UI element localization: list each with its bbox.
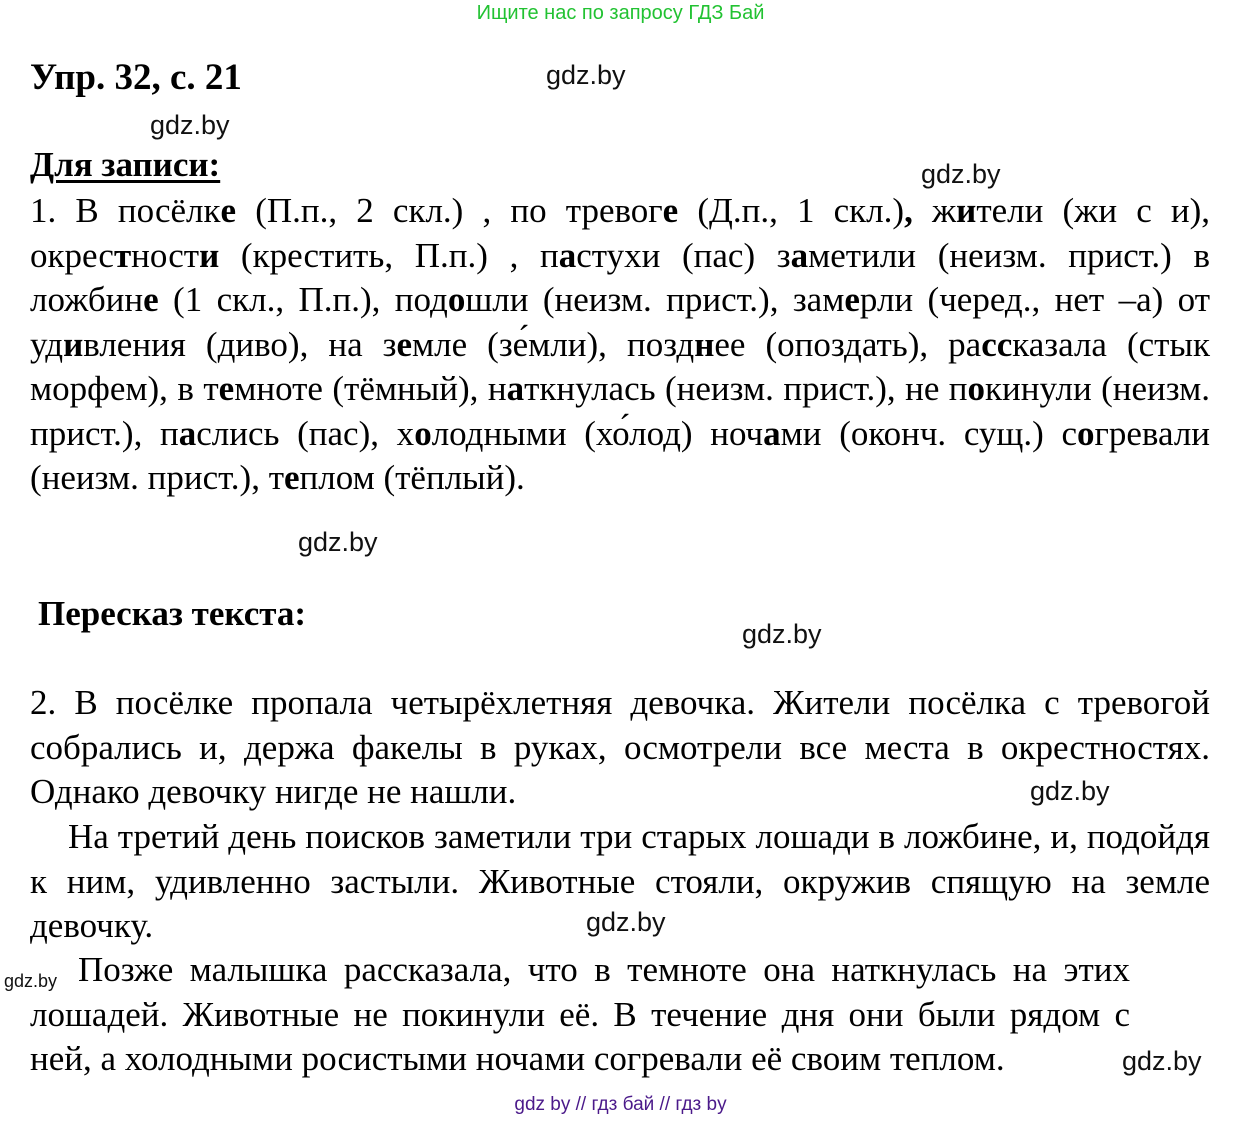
highlighted-letter: е [844, 280, 860, 319]
highlighted-letter: и [63, 324, 84, 364]
watermark: gdz.by [586, 907, 666, 937]
highlighted-letter: сс [981, 324, 1013, 364]
watermark: gdz.by [742, 619, 822, 649]
exercise-title: Упр. 32, с. 21 [30, 57, 242, 98]
watermark: gdz.by [1030, 776, 1110, 806]
highlighted-letter: а [506, 369, 525, 408]
highlighted-letter: а [790, 235, 809, 275]
highlighted-letter: е [143, 280, 159, 319]
highlighted-letter: а [763, 413, 781, 453]
highlighted-letter: о [1077, 413, 1095, 453]
highlighted-letter: т [113, 235, 132, 275]
watermark: gdz.by [921, 159, 1001, 189]
highlighted-letter: о [414, 413, 432, 453]
search-banner: Ищите нас по запросу ГДЗ Бай [476, 2, 765, 24]
highlighted-letter: , [904, 191, 913, 230]
highlighted-letter: е [396, 324, 412, 364]
retelling-paragraph-2: На третий день поисков заметили три старых лошади в ложбине, и, подойдя к ним, удивленно застыли. Животные стояли, окружив спящую на земле девочку. [30, 817, 1210, 945]
watermark: gdz.by [150, 110, 230, 140]
section-heading-notes: Для записи: [30, 145, 221, 184]
highlighted-letter: и [956, 191, 977, 230]
watermark: gdz.by [298, 527, 378, 557]
watermark: gdz.by [546, 60, 626, 90]
highlighted-letter: и [199, 235, 220, 275]
notes-paragraph: 1. В посёлке (П.п., 2 скл.) , по тревоге (Д.п., 1 скл.), жители (жи с и), окрестности (крестить, П.п.) , пастухи (пас) заметили (неизм. прист.) в ложбине (1 скл., П.п.), подошли (неизм. прист.), замерли (черед., нет –а) от удивления (диво), на земле (зе́мли), позднее (опоздать), рассказала (стык морфем), в темноте (тёмный), наткнулась (неизм. прист.), не покинули (неизм. прист.), паслись (пас), холодными (хо́лод) ночами (оконч. сущ.) согревали (неизм. прист.), теплом (тёплый). [30, 191, 1211, 497]
highlighted-letter: а [178, 413, 197, 453]
highlighted-letter: а [558, 235, 577, 275]
section-heading-retelling: Пересказ текста: [38, 594, 307, 633]
highlighted-letter: о [447, 280, 466, 319]
watermark: gdz.by [1122, 1046, 1202, 1076]
highlighted-letter: н [694, 324, 715, 364]
highlighted-letter: о [967, 369, 986, 408]
highlighted-letter: е [220, 191, 237, 230]
watermark: gdz.by [4, 971, 58, 991]
retelling-paragraph-3: Позже малышка рассказала, что в темноте она наткнулась на этих лошадей. Животные не покинули её. В течение дня они были рядом с ней, а холодными росистыми ночами согревали её своим теплом. [30, 950, 1130, 1078]
highlighted-letter: е [284, 458, 300, 497]
highlighted-letter: е [218, 369, 235, 408]
retelling-paragraph-1: 2. В посёлке пропала четырёхлетняя девочка. Жители посёлка с тревогой собрались и, держа факелы в руках, осмотрели все места в окрестностях. Однако девочку нигде не нашли. [30, 683, 1210, 811]
footer-links: gdz by // гдз бай // гдз by [514, 1094, 727, 1115]
highlighted-letter: е [662, 191, 679, 230]
